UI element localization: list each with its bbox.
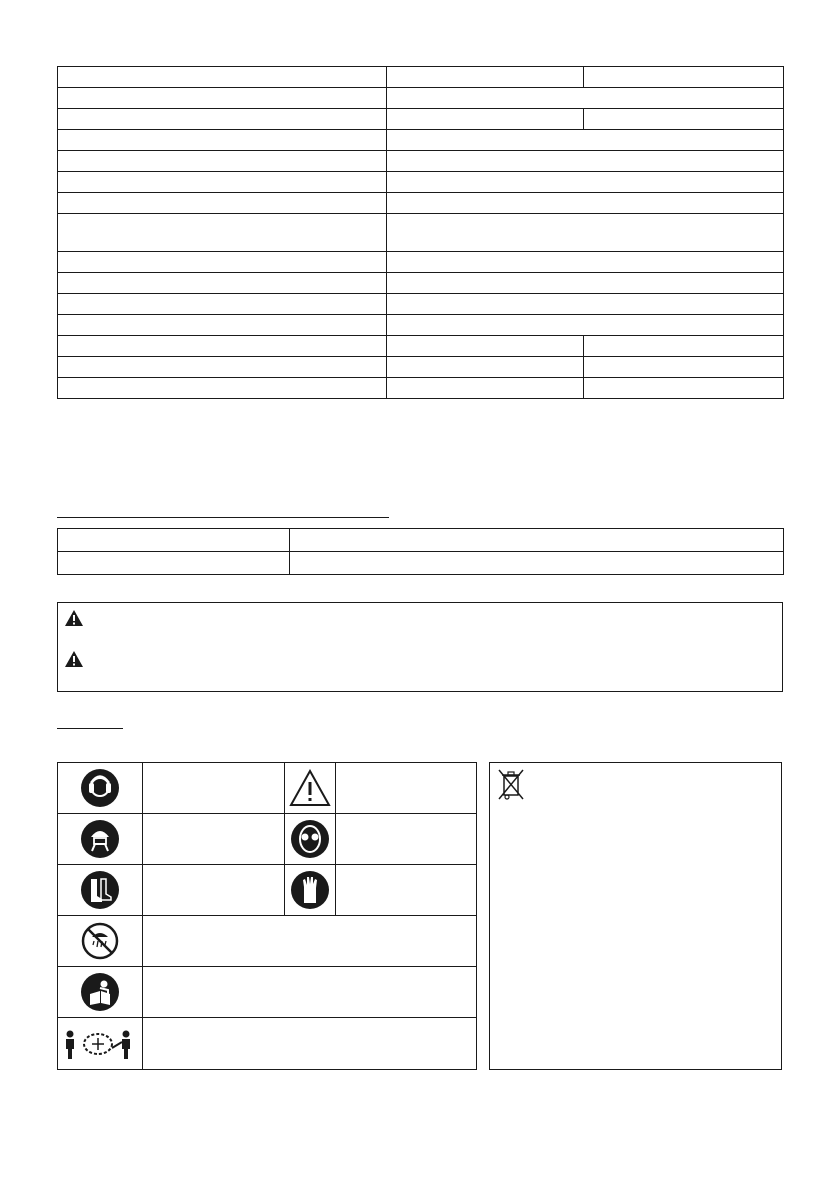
table-row bbox=[58, 315, 784, 336]
noise-value-cell bbox=[290, 529, 784, 552]
spec-value-cell bbox=[387, 67, 584, 88]
spec-label-cell bbox=[58, 130, 387, 151]
symbols-heading-underline bbox=[57, 728, 123, 729]
spec-value-cell bbox=[584, 357, 784, 378]
spec-label-cell bbox=[58, 214, 387, 252]
crossed-out-bin-icon bbox=[496, 767, 526, 801]
spec-label-cell bbox=[58, 378, 387, 399]
spec-label-cell bbox=[58, 193, 387, 214]
spec-value-cell bbox=[387, 378, 584, 399]
spec-value-cell bbox=[387, 357, 584, 378]
symbol-icon-cell bbox=[58, 814, 143, 865]
caution-triangle-icon bbox=[289, 769, 331, 807]
noise-label-cell bbox=[58, 552, 290, 575]
read-manual-icon bbox=[80, 972, 120, 1012]
spec-label-cell bbox=[58, 252, 387, 273]
spec-label-cell bbox=[58, 294, 387, 315]
spec-value-cell bbox=[387, 109, 584, 130]
symbol-label-cell bbox=[336, 865, 476, 916]
warning-box bbox=[57, 602, 783, 692]
symbol-label-cell bbox=[143, 967, 476, 1018]
table-row bbox=[58, 88, 784, 109]
noise-table bbox=[57, 528, 784, 575]
table-row bbox=[58, 529, 784, 552]
spec-value-cell bbox=[387, 273, 784, 294]
protective-boots-icon bbox=[80, 870, 120, 910]
table-row bbox=[58, 294, 784, 315]
spec-label-cell bbox=[58, 88, 387, 109]
table-row bbox=[58, 172, 784, 193]
symbol-label-cell bbox=[143, 865, 285, 916]
spec-label-cell bbox=[58, 172, 387, 193]
spec-label-cell bbox=[58, 357, 387, 378]
spec-value-cell bbox=[387, 294, 784, 315]
table-row bbox=[58, 109, 784, 130]
symbol-icon-cell bbox=[285, 865, 336, 916]
symbol-label-cell bbox=[143, 763, 285, 814]
table-row bbox=[58, 130, 784, 151]
noise-value-cell bbox=[290, 552, 784, 575]
table-row bbox=[58, 151, 784, 172]
table-row bbox=[58, 193, 784, 214]
spec-value-cell bbox=[584, 378, 784, 399]
table-row bbox=[58, 336, 784, 357]
no-rain-icon bbox=[80, 921, 120, 961]
spec-value-cell bbox=[387, 315, 784, 336]
spec-value-cell bbox=[387, 252, 784, 273]
eye-protection-icon bbox=[290, 819, 330, 859]
weee-disposal-box bbox=[489, 762, 782, 1070]
symbol-icon-cell bbox=[58, 763, 143, 814]
spec-value-cell bbox=[584, 67, 784, 88]
symbol-label-cell bbox=[143, 1018, 476, 1069]
symbol-icon-cell bbox=[58, 916, 143, 967]
symbol-icon-cell bbox=[58, 865, 143, 916]
spec-value-cell bbox=[387, 214, 784, 252]
symbol-label-cell bbox=[336, 763, 476, 814]
spec-label-cell bbox=[58, 151, 387, 172]
specification-table bbox=[57, 66, 784, 399]
symbol-label-cell bbox=[143, 814, 285, 865]
head-protection-icon bbox=[80, 819, 120, 859]
table-row bbox=[58, 67, 784, 88]
spec-label-cell bbox=[58, 109, 387, 130]
spec-value-cell bbox=[387, 193, 784, 214]
symbol-icon-cell bbox=[58, 967, 143, 1018]
noise-label-cell bbox=[58, 529, 290, 552]
table-row bbox=[58, 273, 784, 294]
warning-triangle-icon bbox=[64, 650, 84, 668]
spec-label-cell bbox=[58, 315, 387, 336]
spec-value-cell bbox=[584, 109, 784, 130]
section-heading-underline bbox=[57, 517, 389, 518]
spec-value-cell bbox=[584, 336, 784, 357]
spec-label-cell bbox=[58, 336, 387, 357]
table-row bbox=[58, 378, 784, 399]
symbol-icon-cell bbox=[58, 1018, 143, 1069]
symbol-icon-cell bbox=[285, 814, 336, 865]
spec-value-cell bbox=[387, 88, 784, 109]
spec-value-cell bbox=[387, 130, 784, 151]
symbol-label-cell bbox=[143, 916, 476, 967]
spec-value-cell bbox=[387, 151, 784, 172]
warning-triangle-icon bbox=[64, 609, 84, 627]
spec-label-cell bbox=[58, 273, 387, 294]
spec-label-cell bbox=[58, 67, 387, 88]
spec-value-cell bbox=[387, 336, 584, 357]
keep-distance-icon bbox=[62, 1026, 138, 1062]
symbols-grid bbox=[57, 762, 477, 1070]
table-row bbox=[58, 552, 784, 575]
ear-protection-icon bbox=[80, 768, 120, 808]
protective-gloves-icon bbox=[290, 870, 330, 910]
table-row bbox=[58, 252, 784, 273]
spec-value-cell bbox=[387, 172, 784, 193]
symbol-icon-cell bbox=[285, 763, 336, 814]
table-row bbox=[58, 357, 784, 378]
table-row bbox=[58, 214, 784, 252]
symbol-label-cell bbox=[336, 814, 476, 865]
